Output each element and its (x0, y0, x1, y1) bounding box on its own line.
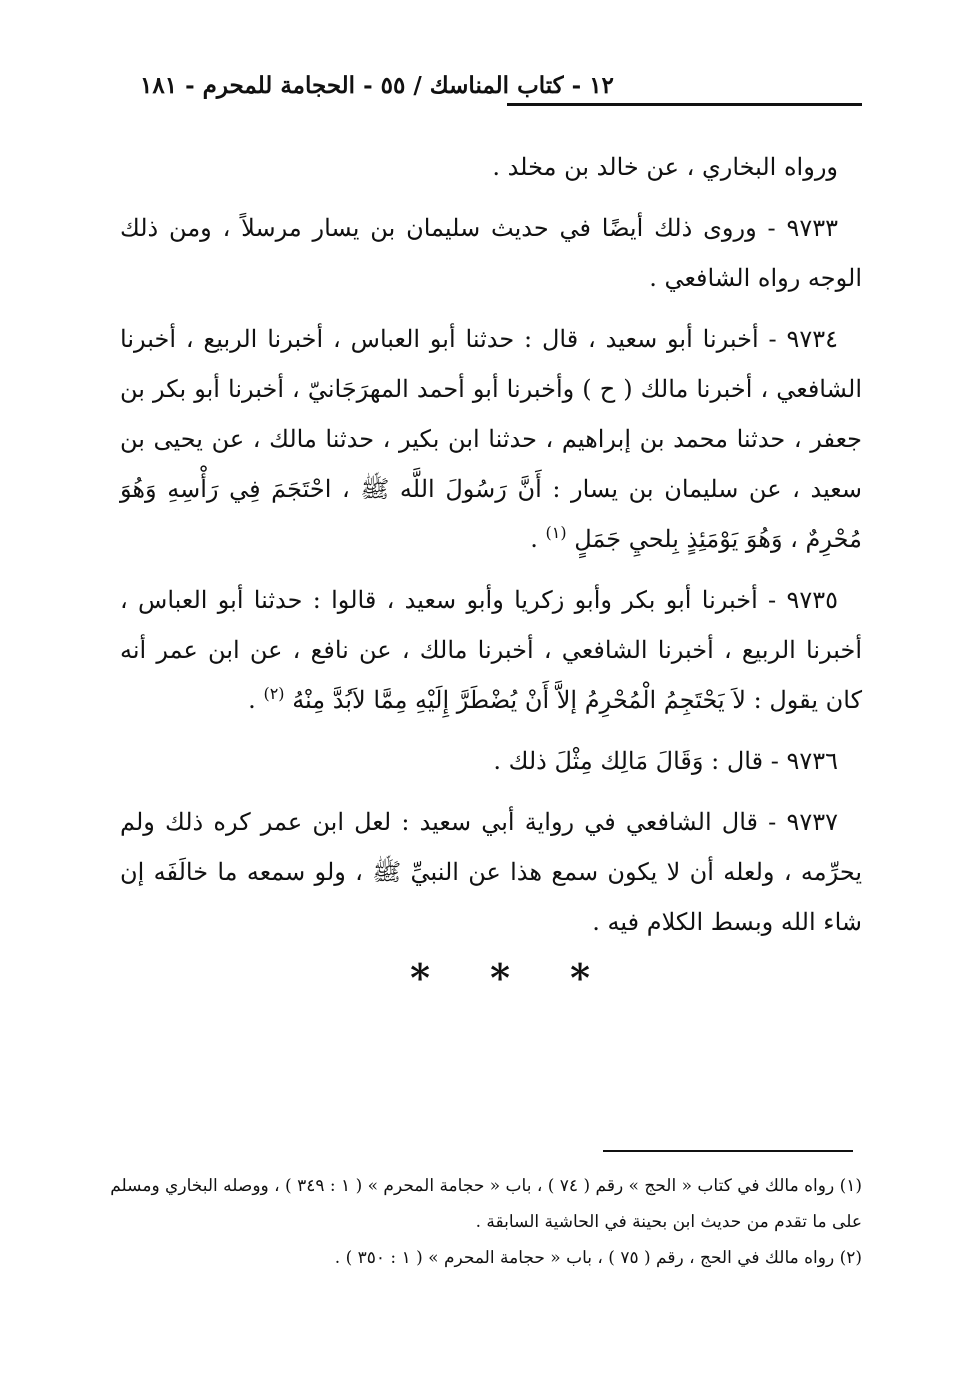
paragraph-9733 (120, 203, 862, 303)
separator-star: * (570, 955, 590, 1000)
header-rule (507, 103, 862, 106)
footnote-ref-2[interactable]: (٢) (263, 684, 285, 703)
paragraph-end: . (248, 686, 256, 714)
paragraph-9734 (120, 314, 862, 564)
running-header (140, 72, 862, 112)
paragraph-9735 (120, 575, 862, 725)
paragraph-intro (120, 142, 862, 192)
paragraph-text: ٩٧٣٣ - وروى ذلك أيضًا في حديث سليمان بن يسار مرسلاً ، ومن ذلك الوجه رواه الشافعي . (120, 214, 862, 292)
separator-star: * (490, 955, 510, 1000)
footnote-2: (٢) رواه مالك في الحج ، رقم ( ٧٥ ) ، باب « حجامة المحرم » ( ١ : ٣٥٠ ) . (334, 1248, 862, 1268)
paragraph-9736 (120, 736, 862, 786)
paragraph-9737 (120, 797, 862, 947)
footnote-1: (١) رواه مالك في كتاب « الحج » رقم ( ٧٤ ) ، باب « حجامة المحرم » ( ١ : ٣٤٩ ) ، ووصله البخاري ومسلم على ما تقدم من حديث ابن بحينة في الحاشية السابقة . (110, 1176, 862, 1232)
paragraph-end: . (530, 525, 538, 553)
footnote-rule (603, 1150, 853, 1152)
paragraph-text: ٩٧٣٥ - أخبرنا أبو بكر وأبو زكريا وأبو سعيد ، قالوا : حدثنا أبو العباس ، أخبرنا الربيع ، أخبرنا الشافعي ، أخبرنا مالك ، عن نافع ، عن ابن عمر أنه كان يقول : لاَ يَحْتَجِمُ الْمُحْرِمُ إلاَّ أَنْ يُضْطَرَّ إِلَيْهِ مِمَّا لاَبُدَّ مِنْهُ (120, 586, 862, 714)
paragraph-text: ورواه البخاري ، عن خالد بن مخلد . (492, 153, 838, 181)
paragraph-text: ٩٧٣٦ - قال : وَقَالَ مَالِك مِثْلَ ذلك . (493, 747, 838, 775)
paragraph-text: ٩٧٣٧ - قال الشافعي في رواية أبي سعيد : لعل ابن عمر كره ذلك ولم يحرِّمه ، ولعله أن لا يكون سمع هذا عن النبيِّ ﷺ ، ولو سمعه ما خالَفَه إن شاء الله وبسط الكلام فيه . (120, 808, 862, 936)
paragraph-text: ٩٧٣٤ - أخبرنا أبو سعيد ، قال : حدثنا أبو العباس ، أخبرنا الربيع ، أخبرنا الشافعي ، أخبرنا مالك ( ح ) وأخبرنا أبو أحمد المهرَجَانيّ ، أخبرنا أبو بكر بن جعفر ، حدثنا محمد بن إبراهيم ، حدثنا ابن بكير ، حدثنا مالك ، عن يحيى بن سعيد ، عن سليمان بن يسار : أَنَّ رَسُولَ اللَّه ﷺ ، احْتَجَمَ فِي رَأْسِهِ وَهُوَ مُحْرِمٌ ، وَهُوَ يَوْمَئِذٍ بِلحيِ جَمَلٍ (120, 325, 862, 553)
header-title: ١٢ - كتاب المناسك / ٥٥ - الحجامة للمحرم - ١٨١ (140, 72, 614, 99)
main-text (120, 142, 862, 958)
separator-star: * (410, 955, 430, 1000)
footnote-ref-1[interactable]: (١) (545, 523, 567, 542)
section-separator (400, 955, 600, 1000)
footnotes (110, 1168, 862, 1276)
